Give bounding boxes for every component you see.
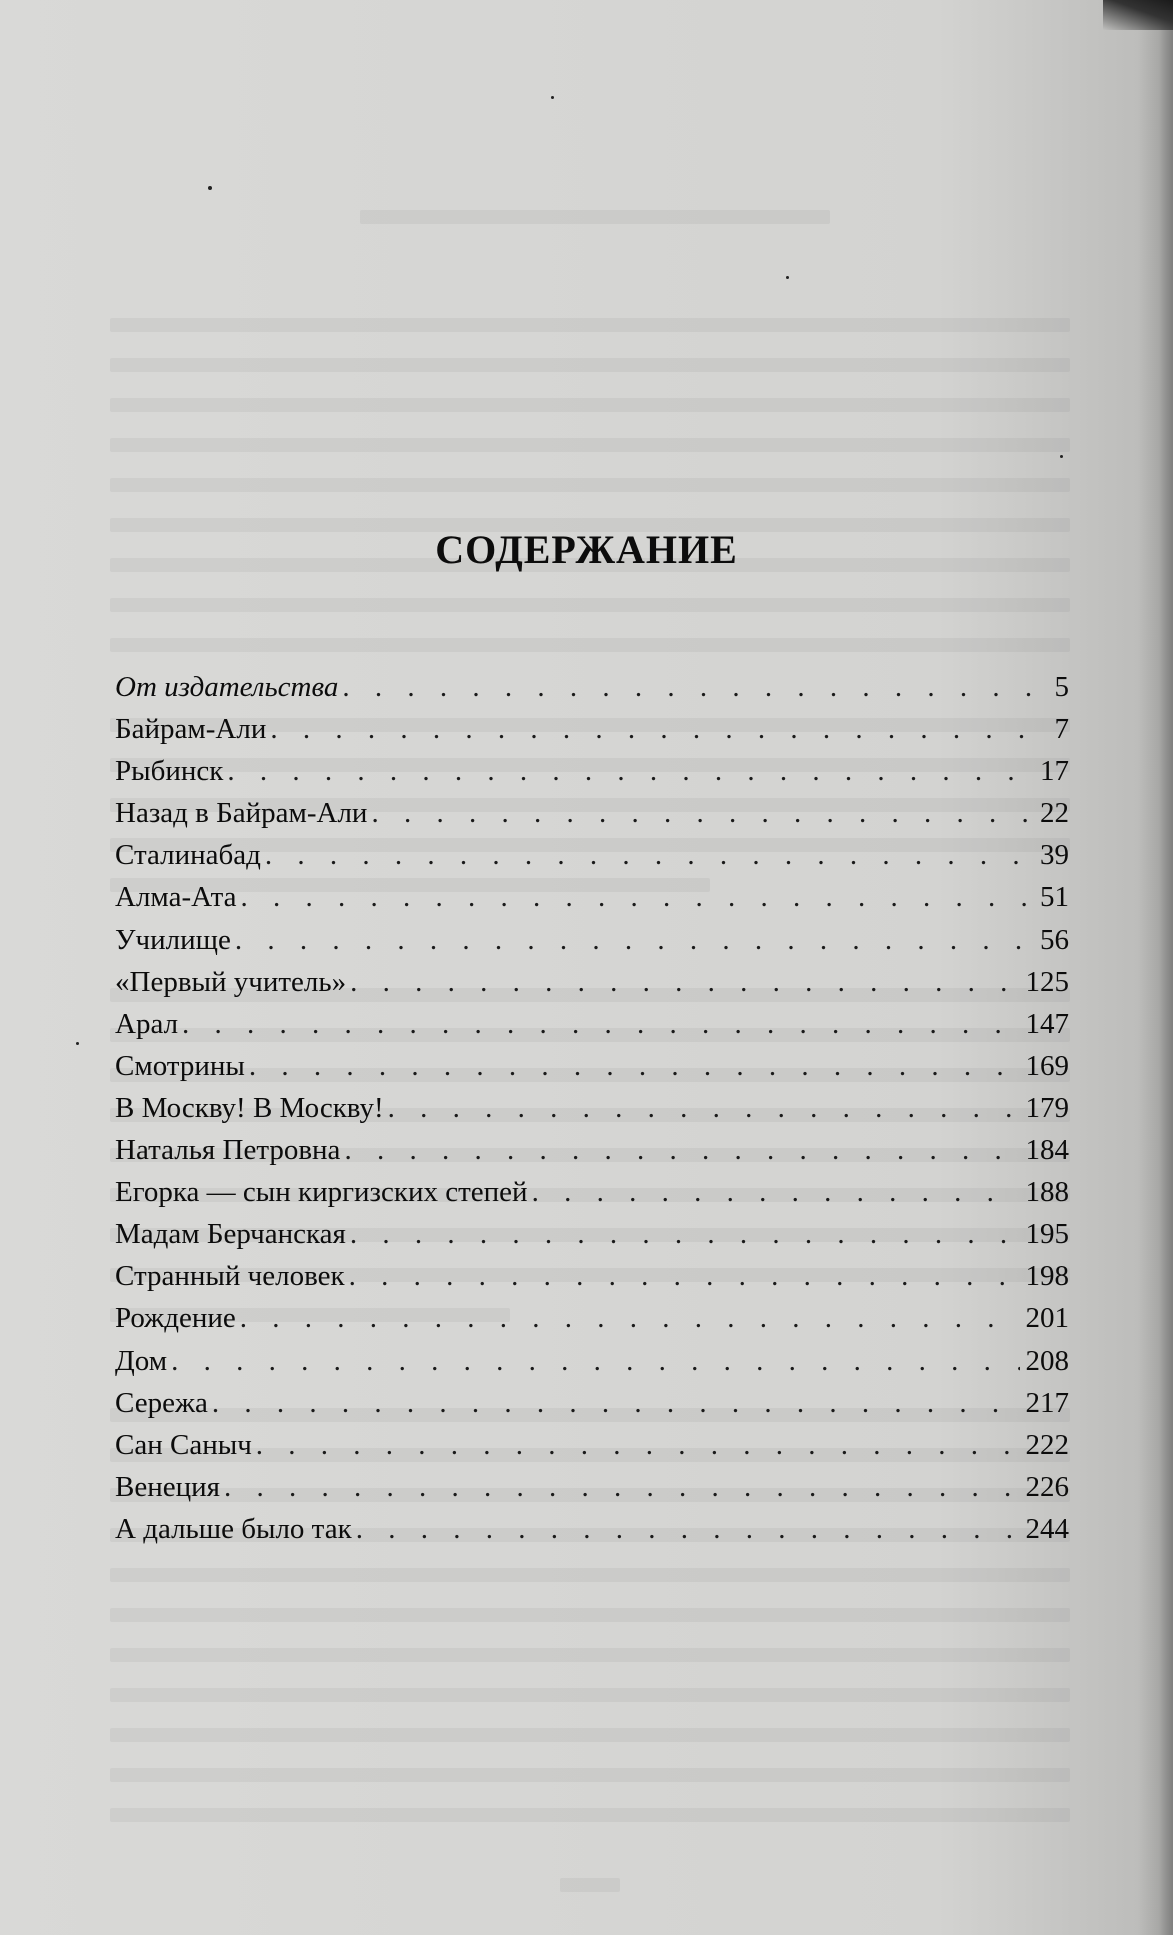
toc-entry-title: В Москву! В Москву! xyxy=(115,1091,384,1124)
toc-entry-page-number: 217 xyxy=(1025,1386,1069,1419)
toc-entry xyxy=(115,1424,1069,1466)
toc-entry xyxy=(115,1045,1069,1087)
dot-leader xyxy=(212,1382,1020,1424)
toc-entry xyxy=(115,750,1069,792)
toc-entry xyxy=(115,1297,1069,1339)
dot-leader xyxy=(388,1087,1020,1129)
toc-entry-title: Странный человек xyxy=(115,1260,345,1293)
page-edge-shadow xyxy=(1159,0,1173,1935)
dot-leader xyxy=(349,1255,1020,1297)
toc-entry xyxy=(115,1087,1069,1129)
toc-entry-page-number: 169 xyxy=(1025,1049,1069,1082)
toc-entry-page-number: 7 xyxy=(1054,713,1069,746)
toc-entry xyxy=(115,1213,1069,1255)
page-title: СОДЕРЖАНИЕ xyxy=(435,527,738,572)
toc-entry-page-number: 179 xyxy=(1025,1091,1069,1124)
toc-entry xyxy=(115,708,1069,750)
dot-leader xyxy=(171,1340,1019,1382)
toc-entry xyxy=(115,876,1069,918)
toc-entry-title: Рождение xyxy=(115,1302,236,1335)
dot-leader xyxy=(344,1129,1019,1171)
toc-entry xyxy=(115,792,1069,834)
toc-entry-title: Алма-Ата xyxy=(115,881,237,914)
dot-leader xyxy=(350,1213,1020,1255)
toc-entry xyxy=(115,1466,1069,1508)
toc-entry-page-number: 125 xyxy=(1025,965,1069,998)
toc-entry xyxy=(115,1382,1069,1424)
toc-entry-title: «Первый учитель» xyxy=(115,965,347,998)
toc-entry xyxy=(115,1340,1069,1382)
toc-entry-page-number: 5 xyxy=(1054,671,1069,703)
toc-entry xyxy=(115,961,1069,1003)
toc-entry-page-number: 208 xyxy=(1025,1344,1069,1377)
toc-entry-title: Рыбинск xyxy=(115,755,224,788)
dot-leader xyxy=(224,1466,1020,1508)
toc-entry-title: Сан Саныч xyxy=(115,1428,252,1461)
dot-leader xyxy=(240,1297,1020,1339)
dot-leader xyxy=(371,792,1034,834)
dot-leader xyxy=(270,708,1043,750)
toc-entry-page-number: 198 xyxy=(1025,1260,1069,1293)
dot-leader xyxy=(350,961,1019,1003)
toc-entry-title: Егорка — сын киргизских степей xyxy=(115,1176,528,1209)
dot-leader xyxy=(256,1424,1020,1466)
toc-entry-page-number: 22 xyxy=(1040,797,1069,830)
toc-entry xyxy=(115,1508,1069,1550)
toc-entry-title: Наталья Петровна xyxy=(115,1134,341,1167)
toc-entry-page-number: 39 xyxy=(1040,839,1069,872)
dot-leader xyxy=(265,834,1034,876)
toc-entry-title: Мадам Берчанская xyxy=(115,1218,346,1251)
toc-entry-title: Назад в Байрам-Али xyxy=(115,797,368,830)
dot-leader xyxy=(249,1045,1020,1087)
print-speck xyxy=(786,276,789,279)
toc-entry-page-number: 244 xyxy=(1025,1512,1069,1545)
toc-entry-page-number: 51 xyxy=(1040,881,1069,914)
toc-entry xyxy=(115,1003,1069,1045)
dot-leader xyxy=(356,1508,1020,1550)
toc-entry-title: Дом xyxy=(115,1344,168,1377)
toc-entry-title: От издательства xyxy=(115,671,339,703)
corner-shadow xyxy=(1103,0,1173,30)
toc-entry-title: Арал xyxy=(115,1007,179,1040)
toc-entry-page-number: 17 xyxy=(1040,755,1069,788)
dot-leader xyxy=(182,1003,1019,1045)
toc-entry xyxy=(115,1171,1069,1213)
toc-entry xyxy=(115,666,1069,708)
toc-entry xyxy=(115,919,1069,961)
toc-entry-title: Училище xyxy=(115,923,231,956)
toc-entry xyxy=(115,834,1069,876)
toc-entry-title: А дальше было так xyxy=(115,1512,352,1545)
print-speck xyxy=(1060,455,1063,458)
dot-leader xyxy=(342,666,1043,708)
toc-entry-title: Смотрины xyxy=(115,1049,245,1082)
toc-entry-title: Сталинабад xyxy=(115,839,261,872)
toc-entry xyxy=(115,1129,1069,1171)
toc-entry-page-number: 222 xyxy=(1025,1428,1069,1461)
toc-entry-title: Сережа xyxy=(115,1386,208,1419)
toc-entry-title: Венеция xyxy=(115,1470,220,1503)
dot-leader xyxy=(532,1171,1020,1213)
print-speck xyxy=(551,96,554,99)
toc-entry-title: Байрам-Али xyxy=(115,713,267,746)
toc-entry-page-number: 226 xyxy=(1025,1470,1069,1503)
dot-leader xyxy=(227,750,1034,792)
table-of-contents xyxy=(115,666,1069,1550)
print-speck xyxy=(76,1042,79,1045)
toc-entry-page-number: 188 xyxy=(1025,1176,1069,1209)
toc-entry-page-number: 56 xyxy=(1040,923,1069,956)
toc-entry xyxy=(115,1255,1069,1297)
toc-entry-page-number: 184 xyxy=(1025,1134,1069,1167)
toc-entry-page-number: 147 xyxy=(1025,1007,1069,1040)
dot-leader xyxy=(241,876,1035,918)
dot-leader xyxy=(235,919,1034,961)
toc-entry-page-number: 201 xyxy=(1025,1302,1069,1335)
print-speck xyxy=(208,186,212,190)
toc-entry-page-number: 195 xyxy=(1025,1218,1069,1251)
